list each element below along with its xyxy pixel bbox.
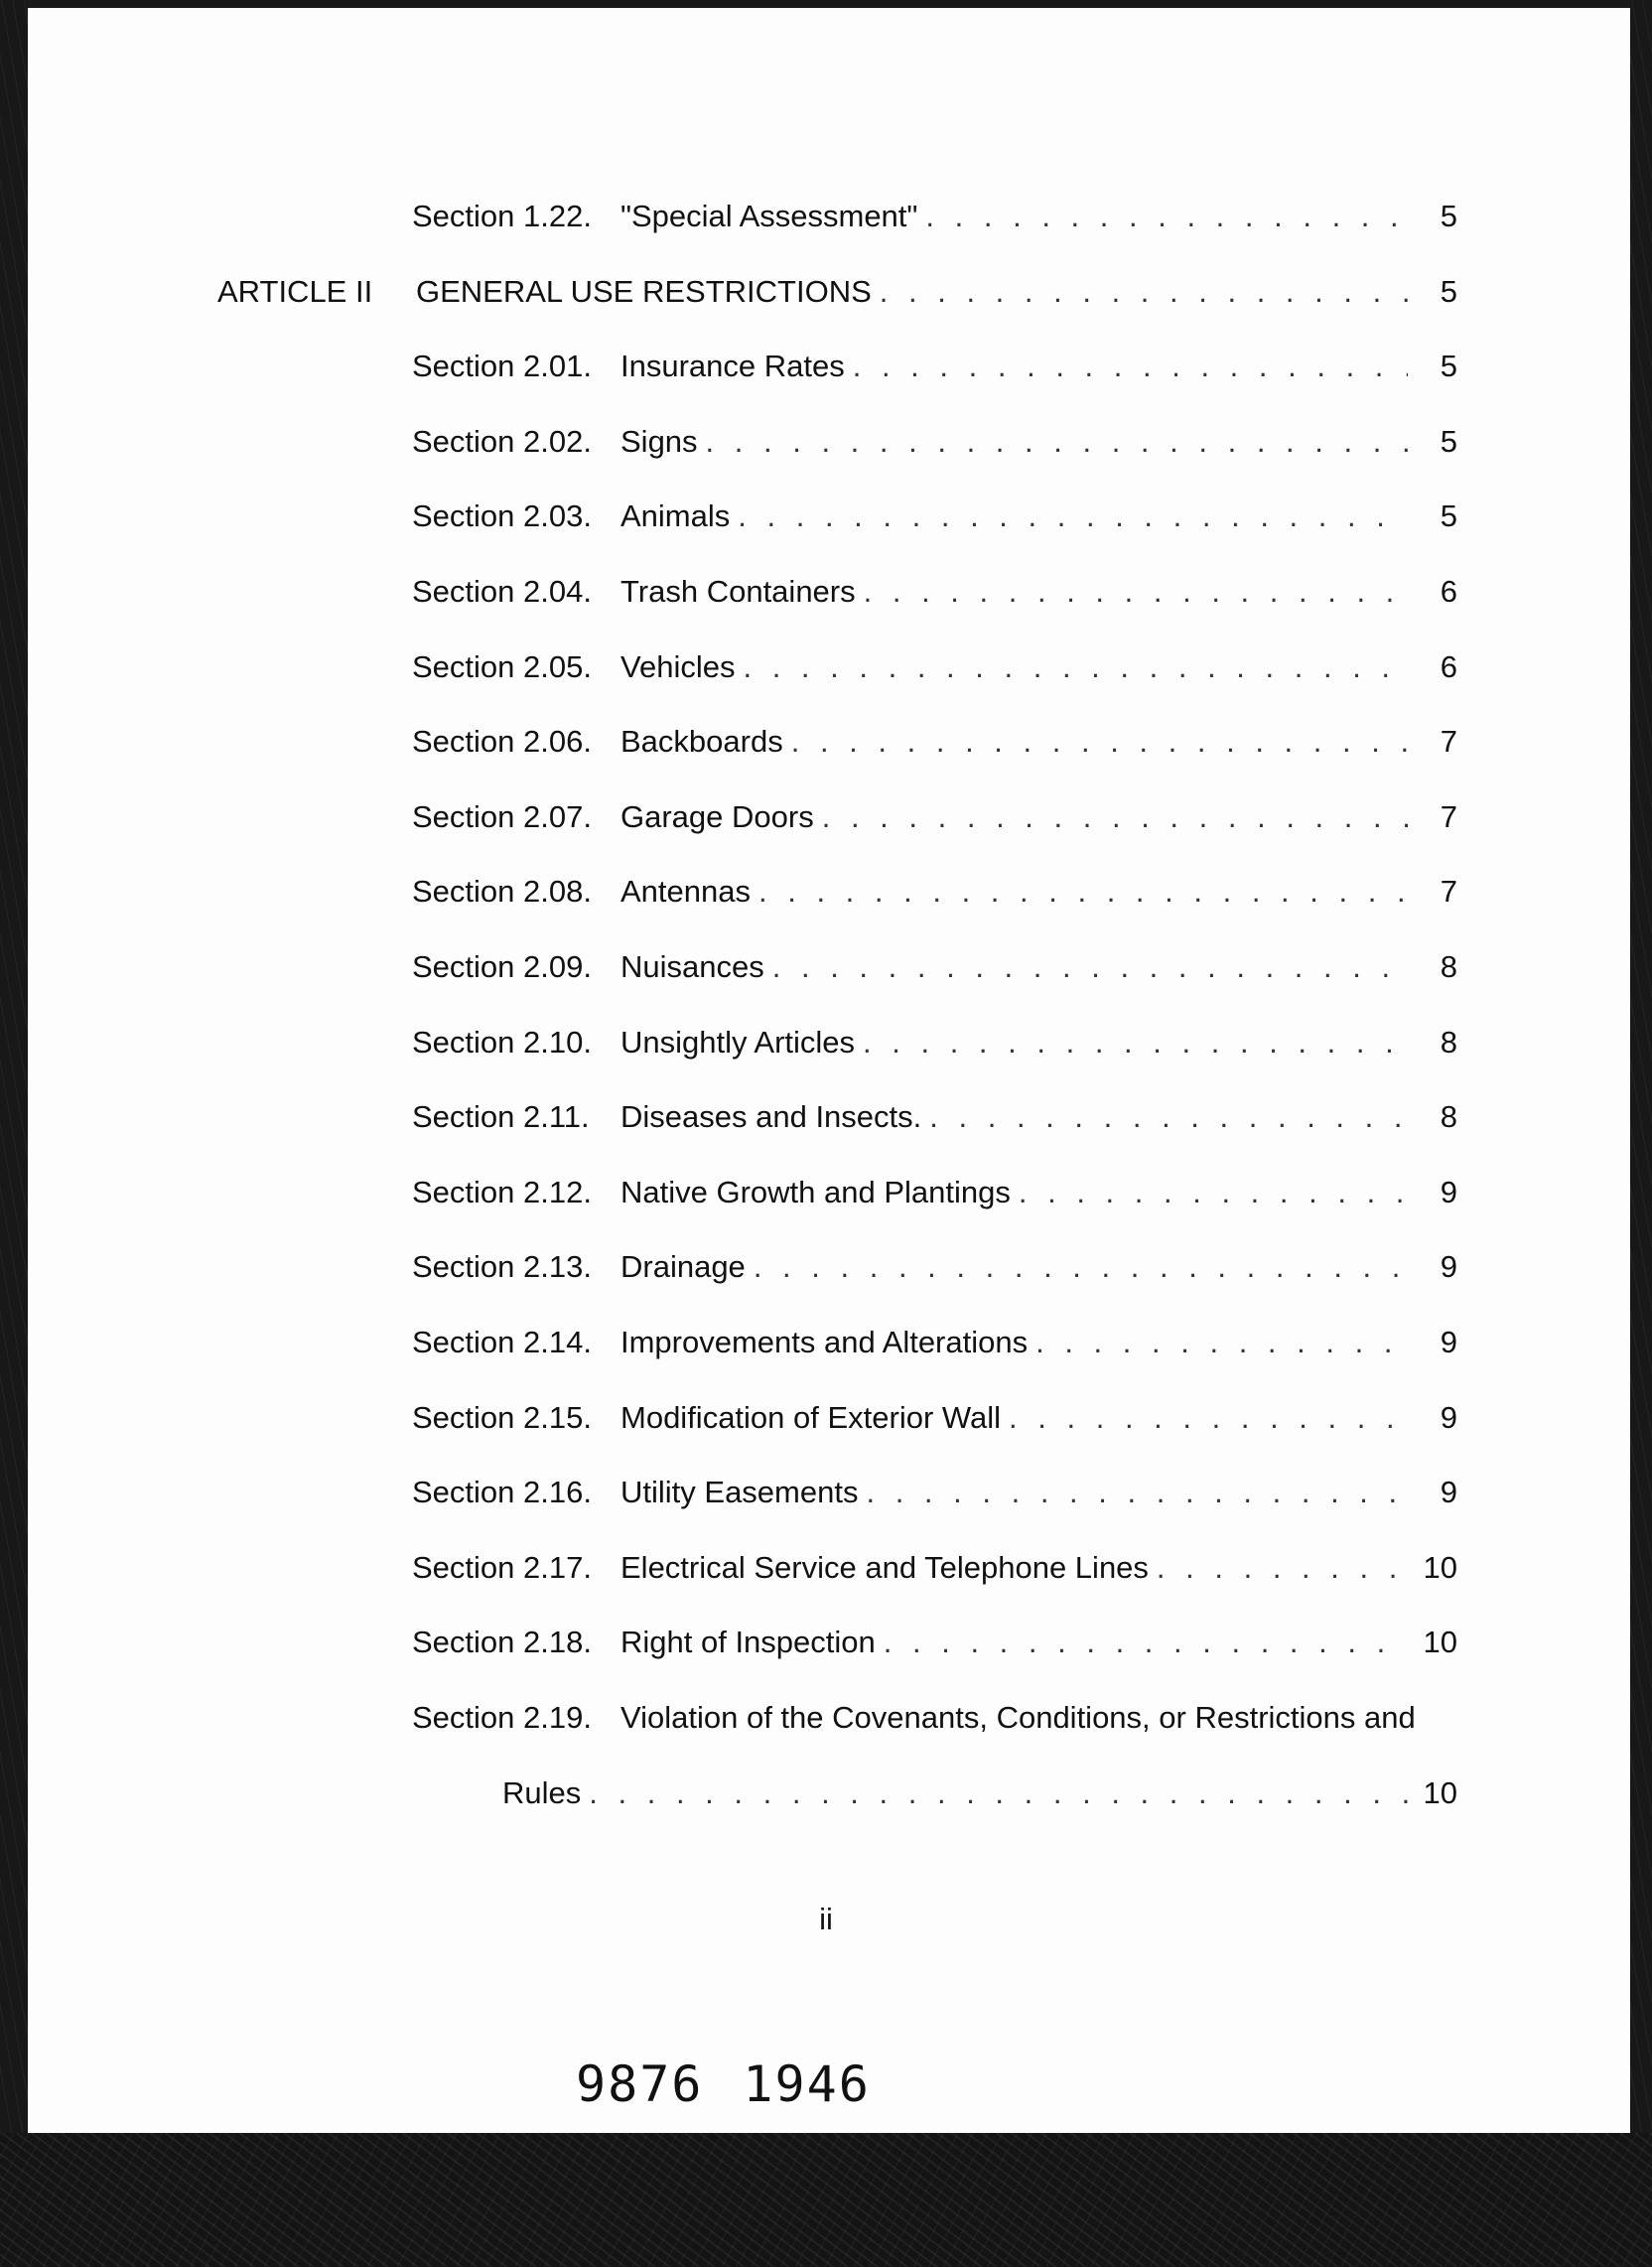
toc-dot-leader (706, 422, 1408, 462)
toc-entry-number: Section 2.04. (412, 574, 592, 609)
toc-section-row (412, 1473, 1457, 1512)
toc-entry-page-number: 5 (1440, 498, 1457, 534)
toc-entry-title: Drainage (620, 1249, 746, 1285)
toc-section-row (412, 1398, 1457, 1438)
toc-entry-page-number: 8 (1440, 1024, 1457, 1060)
stamp-left: 9876 (576, 2055, 704, 2113)
toc-dot-leader (822, 797, 1408, 837)
stamp-right: 1946 (743, 2055, 871, 2113)
toc-entry-number: Section 2.06. (412, 724, 592, 760)
toc-dot-leader (880, 272, 1408, 312)
toc-entry-page-number: 5 (1440, 273, 1457, 309)
page-folio: ii (819, 1902, 833, 1936)
toc-entry-number: Section 2.18. (412, 1625, 592, 1660)
scan-border-right (1630, 0, 1652, 2133)
toc-entry-title: Modification of Exterior Wall (620, 1399, 1002, 1435)
toc-entry-number: Section 2.01. (412, 349, 592, 384)
toc-entry-title: GENERAL USE RESTRICTIONS (416, 273, 872, 309)
toc-entry-page-number: 9 (1440, 1475, 1457, 1510)
toc-entry-number: Section 2.14. (412, 1325, 592, 1359)
toc-section-row (412, 1247, 1457, 1287)
toc-section-row (412, 1548, 1457, 1588)
toc-entry-page-number: 10 (1423, 1549, 1457, 1585)
toc-entry-page-number: 6 (1440, 648, 1457, 684)
toc-dot-leader (738, 496, 1408, 536)
toc-dot-leader (1157, 1548, 1408, 1588)
toc-dot-leader (864, 572, 1408, 612)
toc-entry-number: Section 2.03. (412, 498, 592, 534)
toc-entry-title: Vehicles (620, 648, 736, 684)
toc-dot-leader (929, 1097, 1408, 1137)
toc-entry-title: Violation of the Covenants, Conditions, or Restrictions and (620, 1700, 1416, 1735)
toc-article-row (217, 272, 1457, 312)
toc-entry-page-number: 9 (1440, 1249, 1457, 1285)
toc-entry-number: Section 2.19. (412, 1700, 592, 1735)
toc-section-row (412, 1323, 1457, 1362)
toc-section-row (412, 1023, 1457, 1063)
toc-section-row (412, 572, 1457, 612)
toc-entry-number: Section 2.08. (412, 874, 592, 910)
toc-entry-number: Section 1.22. (412, 199, 592, 233)
toc-entry-title: Nuisances (620, 949, 764, 984)
toc-entry-title-continued: Rules (502, 1774, 582, 1810)
toc-section-row (412, 422, 1457, 462)
toc-entry-page-number: 6 (1440, 574, 1457, 609)
toc-dot-leader (1019, 1173, 1408, 1212)
toc-entry-page-number: 10 (1423, 1625, 1457, 1660)
toc-entry-number: Section 2.07. (412, 798, 592, 834)
toc-entry-number: Section 2.10. (412, 1024, 592, 1060)
toc-section-row (412, 1623, 1457, 1662)
toc-entry-title: Native Growth and Plantings (620, 1174, 1011, 1209)
toc-entry-page-number: 10 (1423, 1774, 1457, 1810)
toc-section-row (412, 1097, 1457, 1137)
toc-section-row (412, 722, 1457, 762)
toc-entry-title: Improvements and Alterations (620, 1325, 1029, 1359)
toc-dot-leader (772, 947, 1408, 987)
toc-dot-leader (791, 722, 1408, 762)
toc-dot-leader (853, 347, 1408, 386)
toc-dot-leader (589, 1773, 1408, 1813)
toc-entry-title: Utility Easements (620, 1475, 859, 1510)
toc-entry-title: Garage Doors (620, 798, 814, 834)
toc-entry-number: Section 2.02. (412, 423, 592, 459)
toc-section-row (412, 947, 1457, 987)
toc-entry-page-number: 8 (1440, 1099, 1457, 1135)
toc-entry-number: Section 2.09. (412, 949, 592, 984)
toc-entry-number: Section 2.16. (412, 1475, 592, 1510)
toc-dot-leader (1035, 1323, 1408, 1362)
toc-dot-leader (1009, 1398, 1408, 1438)
toc-dot-leader (925, 197, 1408, 236)
toc-entry-number: ARTICLE II (217, 273, 373, 309)
toc-entry-page-number: 7 (1440, 724, 1457, 760)
toc-entry-title: Backboards (620, 724, 783, 760)
toc-section-row (412, 1173, 1457, 1212)
toc-entry-page-number: 9 (1440, 1325, 1457, 1359)
toc-entry-number: Section 2.12. (412, 1174, 592, 1209)
toc-section-row (412, 872, 1457, 912)
toc-section-row (412, 797, 1457, 837)
toc-entry-title: Right of Inspection (620, 1625, 876, 1660)
toc-dot-leader (863, 1023, 1408, 1063)
toc-section-row-continuation (502, 1773, 1457, 1813)
toc-entry-title: Trash Containers (620, 574, 856, 609)
toc-dot-leader (866, 1473, 1408, 1512)
toc-entry-title: Antennas (620, 874, 751, 910)
toc-dot-leader (754, 1247, 1408, 1287)
toc-entry-number: Section 2.17. (412, 1549, 592, 1585)
toc-entry-title: Insurance Rates (620, 349, 845, 384)
toc-dot-leader (884, 1623, 1408, 1662)
toc-entry-number: Section 2.13. (412, 1249, 592, 1285)
toc-entry-page-number: 9 (1440, 1399, 1457, 1435)
toc-entry-page-number: 8 (1440, 949, 1457, 984)
document-stamp-number (576, 2055, 871, 2113)
toc-entry-page-number: 9 (1440, 1174, 1457, 1209)
toc-entry-page-number: 5 (1440, 199, 1457, 233)
toc-entry-title: Signs (620, 423, 698, 459)
toc-section-row (412, 197, 1457, 236)
toc-entry-title: Diseases and Insects. (620, 1099, 922, 1135)
toc-entry-number: Section 2.11. (412, 1099, 590, 1135)
scan-border-left (0, 0, 28, 2133)
toc-section-row (412, 647, 1457, 687)
toc-dot-leader (758, 872, 1408, 912)
toc-entry-title: Unsightly Articles (620, 1024, 856, 1060)
toc-entry-number: Section 2.05. (412, 648, 592, 684)
toc-entry-page-number: 5 (1440, 423, 1457, 459)
toc-entry-title: "Special Assessment" (620, 199, 918, 233)
toc-entry-number: Section 2.15. (412, 1399, 592, 1435)
document-page (28, 8, 1630, 2133)
toc-section-row-wrapped (412, 1698, 1457, 1738)
toc-section-row (412, 347, 1457, 386)
toc-entry-page-number: 5 (1440, 349, 1457, 384)
toc-entry-title: Electrical Service and Telephone Lines (620, 1549, 1149, 1585)
toc-entry-title: Animals (620, 498, 731, 534)
toc-entry-page-number: 7 (1440, 874, 1457, 910)
toc-section-row (412, 496, 1457, 536)
toc-dot-leader (743, 647, 1408, 687)
toc-entry-page-number: 7 (1440, 798, 1457, 834)
scan-border-bottom (0, 2133, 1652, 2267)
